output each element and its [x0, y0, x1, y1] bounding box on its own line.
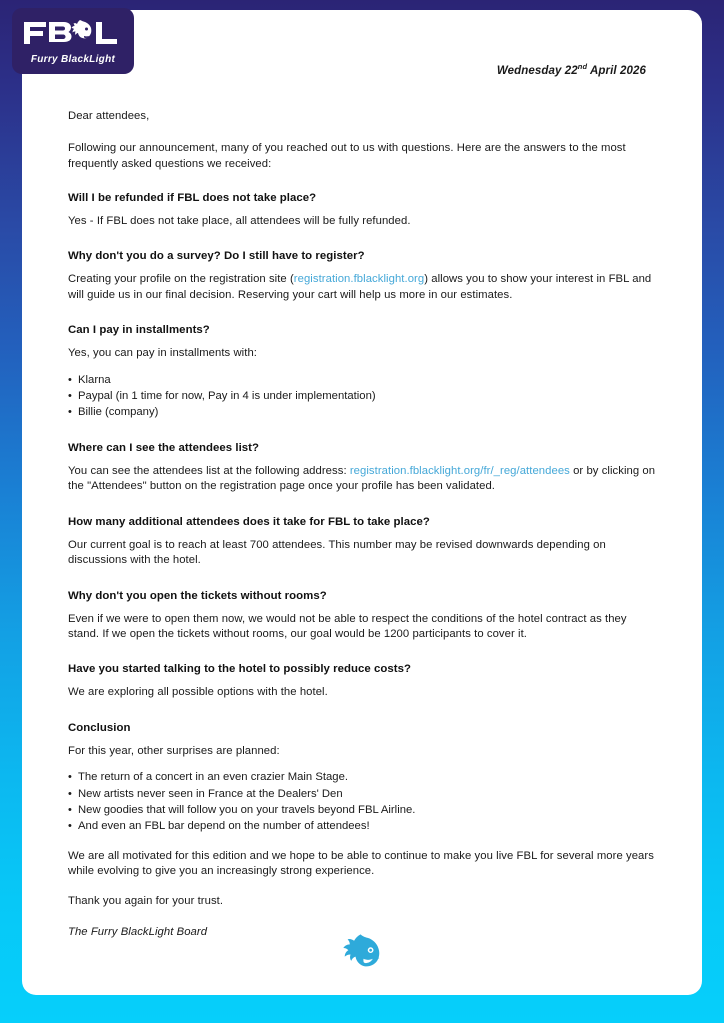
- header-logo-badge: [12, 8, 134, 74]
- date-ordinal-suffix: nd: [577, 62, 588, 71]
- intro-paragraph: Following our announcement, many of you reached out to us with questions. Here are the answers to the most frequently asked questions we received:: [68, 142, 626, 170]
- question-heading-attendees-list: Where can I see the attendees list?: [68, 441, 260, 454]
- footer-logo-mark: [22, 930, 702, 976]
- answer-hotel-costs: We are exploring all possible options with the hotel.: [68, 686, 328, 699]
- conclusion-intro: For this year, other surprises are planned:: [68, 744, 280, 757]
- attendees-list-link[interactable]: registration.fblacklight.org/fr/_reg/attendees: [349, 464, 570, 477]
- registration-site-link[interactable]: registration.fblacklight.org: [293, 273, 425, 286]
- list-item: • New goodies that will follow you on your travels beyond FBL Airline.: [68, 802, 658, 818]
- question-heading-hotel-costs: Have you started talking to the hotel to possibly reduce costs?: [68, 663, 412, 676]
- surprises-list: [68, 769, 658, 835]
- answer-survey-after: ) allows you to show your interest in FBL and will guide us in our final decision. Reserving your cart will help us more in our estimates.: [68, 273, 652, 301]
- answer-attendees-before: You can see the attendees list at the following address:: [68, 464, 350, 477]
- list-item: • The return of a concert in an even crazier Main Stage.: [68, 769, 658, 785]
- answer-survey-before: Creating your profile on the registration site (: [68, 273, 294, 286]
- question-heading-refund: Will I be refunded if FBL does not take place?: [68, 192, 317, 205]
- question-heading-additional-attendees: How many additional attendees does it take for FBL to take place?: [68, 515, 430, 528]
- list-item: • New artists never seen in France at the Dealers' Den: [68, 786, 658, 802]
- date-rest: April 2026: [587, 64, 646, 77]
- conclusion-heading: Conclusion: [68, 721, 131, 734]
- salutation: Dear attendees,: [68, 109, 150, 122]
- closing-paragraph-2: Thank you again for your trust.: [68, 894, 224, 907]
- signature: The Furry BlackLight Board: [68, 925, 208, 938]
- date-text: Wednesday 22: [496, 64, 578, 77]
- answer-installments: Yes, you can pay in installments with:: [68, 347, 257, 360]
- list-item: • Klarna: [68, 372, 658, 388]
- answer-tickets-without-rooms: Even if we were to open them now, we would not be able to respect the conditions of the hotel contract as they stand. If we open the tickets without rooms, our goal would be 1200 participants to cover it.: [68, 612, 627, 640]
- answer-attendees-after: or by clicking on the "Attendees" button on the registration page once your profile has been validated.: [68, 464, 656, 493]
- question-heading-tickets-without-rooms: Why don't you open the tickets without rooms?: [68, 589, 327, 602]
- answer-refund: Yes - If FBL does not take place, all attendees will be fully refunded.: [68, 215, 411, 228]
- closing-paragraph-1: We are all motivated for this edition and we hope to be able to continue to make you live FBL for several more years while evolving to give you an increasingly strong experience.: [68, 849, 654, 878]
- question-heading-survey: Why don't you do a survey? Do I still have to register?: [68, 250, 365, 263]
- logo-subtitle: Furry BlackLight: [30, 54, 116, 65]
- list-item: • Billie (company): [68, 404, 658, 420]
- document-date: [68, 62, 658, 77]
- question-heading-installments: Can I pay in installments?: [68, 324, 210, 337]
- answer-survey: [68, 272, 658, 303]
- furry-head-icon: [339, 930, 385, 976]
- answer-attendees-list: [68, 464, 658, 495]
- list-item: • And even an FBL bar depend on the number of attendees!: [68, 818, 658, 834]
- installments-list: [68, 372, 658, 421]
- fbl-wordmark-icon: [21, 18, 125, 48]
- list-item: • Paypal (in 1 time for now, Pay in 4 is under implementation): [68, 388, 658, 404]
- answer-additional-attendees: Our current goal is to reach at least 700 attendees. This number may be revised downwards depending on discussions with the hotel.: [68, 538, 606, 567]
- document-body: [68, 62, 658, 940]
- document-page: [22, 10, 702, 995]
